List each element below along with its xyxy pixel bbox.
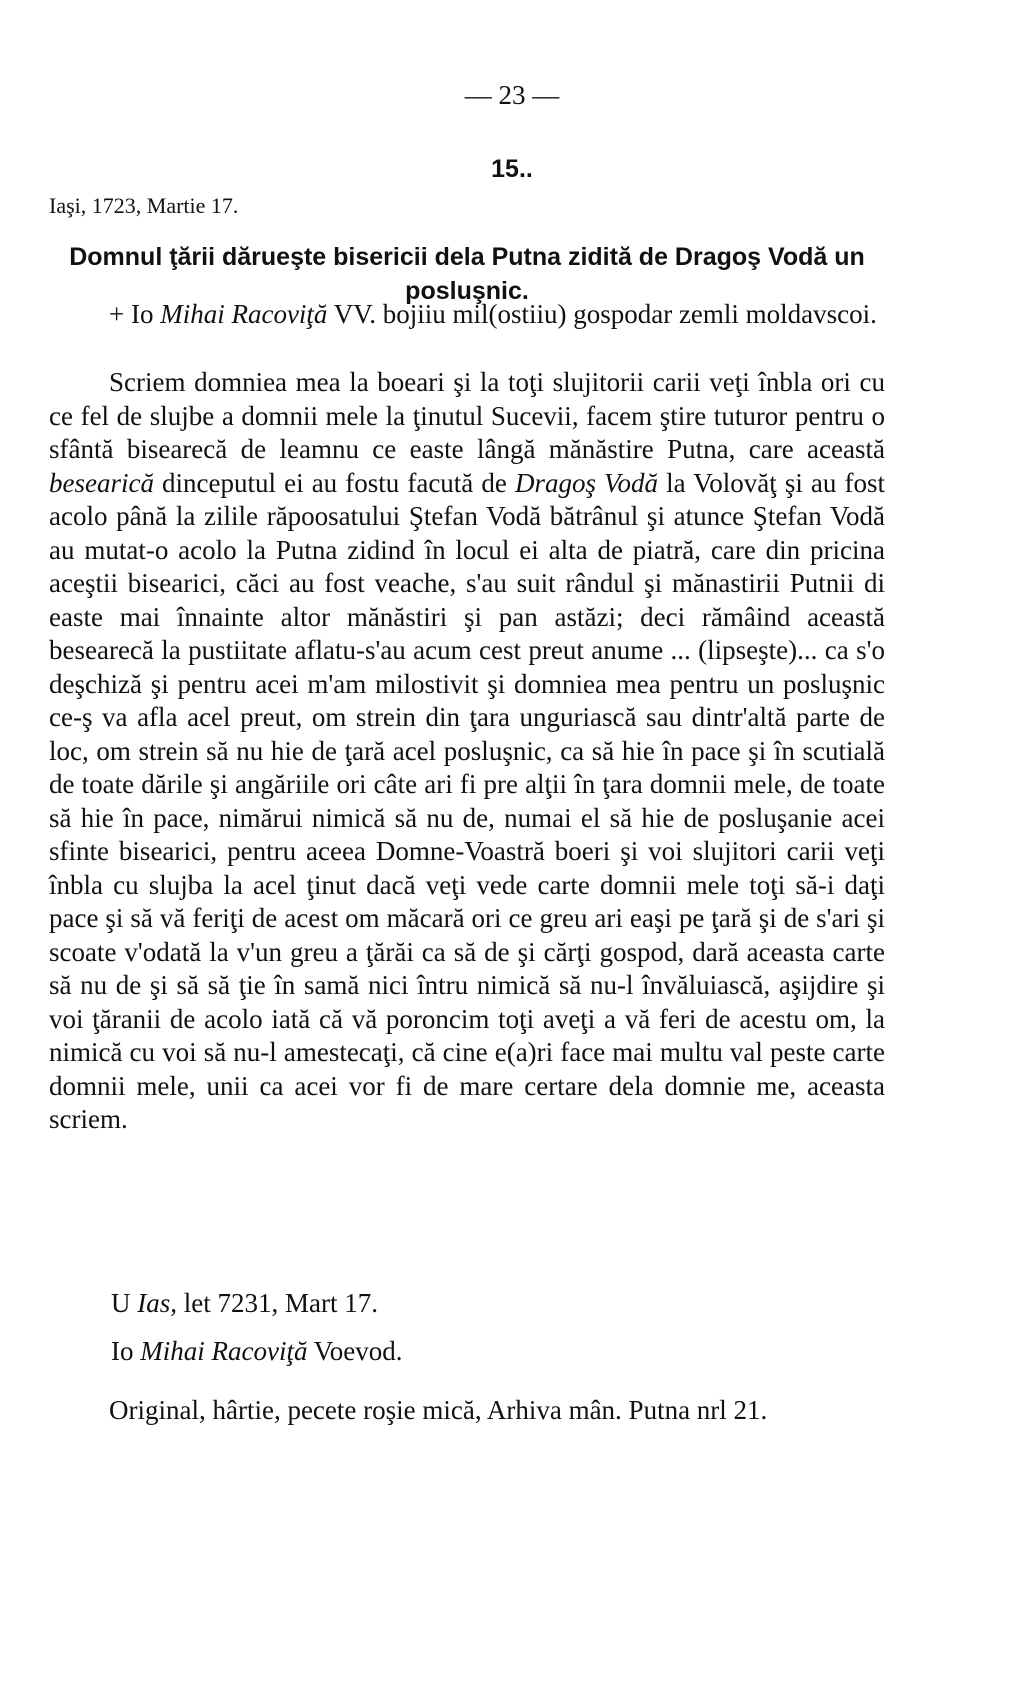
intro-rest: VV. bojiiu mil(ostiiu) gospodar zemli moldavscoi.: [327, 299, 877, 329]
dating-line: [111, 1288, 378, 1319]
dating-rest: let 7231, Mart 17.: [177, 1288, 378, 1318]
intro-paragraph: [49, 298, 885, 332]
intro-prefix: + Io: [109, 299, 161, 329]
main-text: [49, 366, 885, 1137]
main-text-part1: Scriem domniea mea la boeari şi la toţi slujitorii carii veţi înbla ori cu ce fel de slujbe a domnii mele la ţinutul Sucevii, facem ştire tuturor pentru o sfântă bisearecă de leamnu ce easte lângă mănăstire Putna, care această: [49, 367, 885, 464]
main-text-part2: dinceputul ei au fostu facută de: [153, 467, 515, 498]
place-date: Iaşi, 1723, Martie 17.: [49, 193, 239, 218]
signature-name: Mihai Racoviţă: [140, 1336, 308, 1366]
document-number: 15..: [491, 155, 533, 183]
document-title: Domnul ţării dărueşte bisericii dela Putna zidită de Dragoş Vodă un posluşnic.: [69, 243, 865, 305]
main-text-part3: la Volovăţ şi au fost acolo până la zilile răpoosatului Ştefan Vodă bătrânul şi atunce Ştefan Vodă au mutat-o acolo la Putna zidind în locul ei alta de piatră, care din pricina aceştii bisearici, căci au fost veache, s'au suit rândul şi mănastirii Putnii di easte mai înnainte altor mănăstiri şi pan astăzi; deci rămâind această besearecă la pustiitate aflatu-s'au acum cest preut anume ... (lipseşte)... ca s'o deşchiză şi pentru acei m'am milostivit şi domniea mea pentru un posluşnic ce-ş va afla acel preut, om strein din ţara unguriască sau dintr'altă parte de loc, om strein să nu hie de ţară acel posluşnic, ca să hie în pace şi în scutială de toate dările şi angăriile ori câte ari fi pre alţii în ţara domnii mele, de toate să hie în pace, nimărui nimică să nu de, numai el să hie de posluşanie acei sfinte bisearici, pentru aceea Domne-Voastră boeri şi voi slujitori carii veţi înbla cu slujba la acel ţinut dacă veţi vede carte domnii mele toţi să-i daţi pace şi să vă feriţi de acest om măcară ori ce greu ari eaşi pe ţară şi de s'ari şi scoate v'odată la v'un greu a ţărăi ca să de şi cărţi gospod, dară aceasta carte să nu de şi să să ţie în samă nici întru nimică să nu-l învăluiască, aşijdire şi voi ţăranii de acolo iată că vă poroncim toţi aveţi a vă feri de acestu om, la nimică cu voi să nu-l amestecaţi, că cine e(a)ri face mai multu val peste carte domnii mele, unii ca acei vor fi de mare certare dela domnie me, aceasta scriem.: [49, 467, 885, 1134]
signature-prefix: Io: [111, 1336, 141, 1366]
source-note-text: Original, hârtie, pecete roşie mică, Arhiva mân. Putna nrl 21.: [109, 1395, 768, 1425]
dating-place: Ias,: [137, 1288, 177, 1318]
page-number: — 23 —: [464, 80, 560, 110]
source-note: [49, 1394, 885, 1428]
signature-rest: Voevod.: [307, 1336, 403, 1366]
main-text-italic2: Dragoş Vodă: [514, 467, 659, 498]
dating-prefix: U: [111, 1288, 138, 1318]
main-text-italic1: besearică: [49, 467, 154, 498]
ruler-name: Mihai Racoviţă: [160, 299, 328, 329]
signature-line: [111, 1336, 402, 1367]
